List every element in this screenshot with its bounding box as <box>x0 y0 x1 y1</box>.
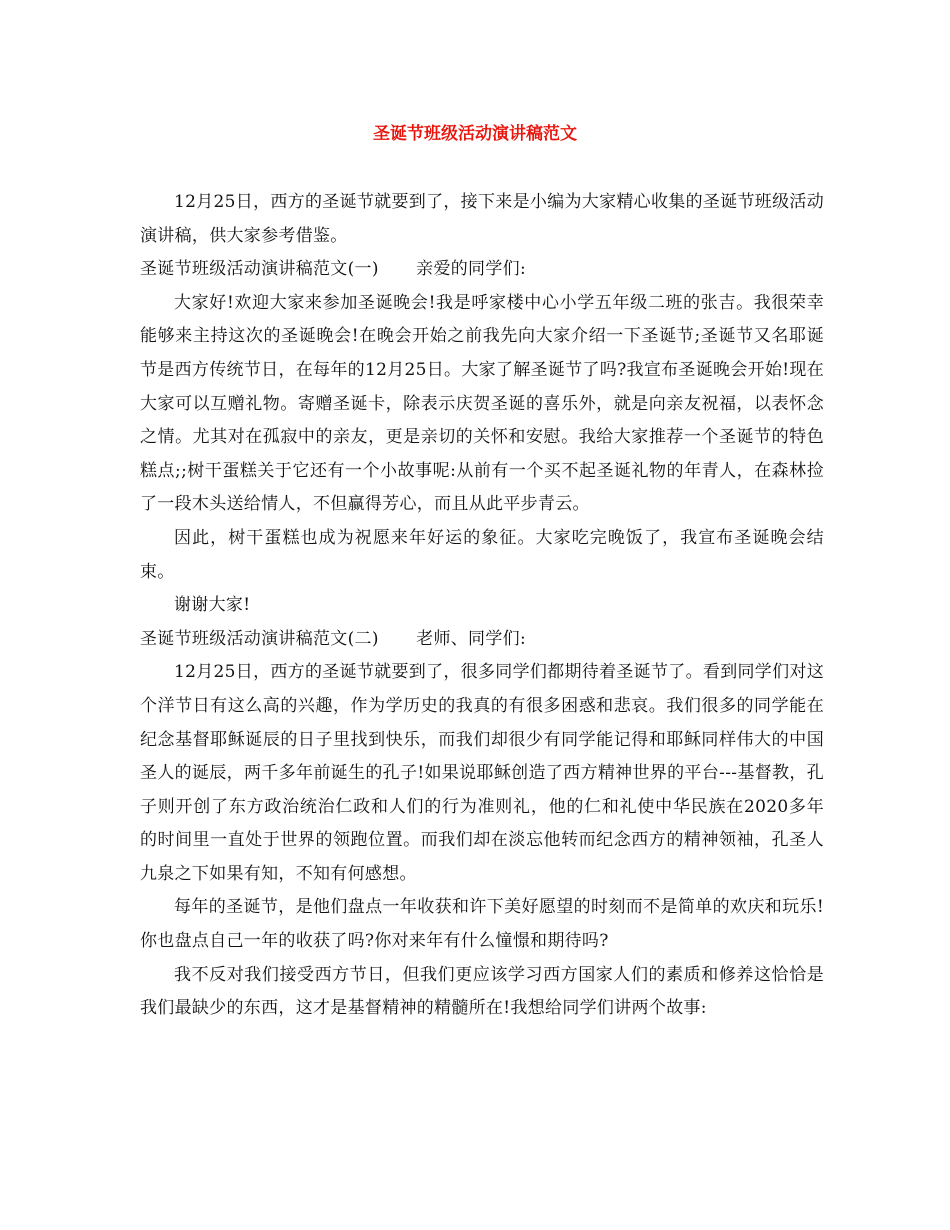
section-heading-1-salutation: 亲爱的同学们: <box>416 259 526 280</box>
body-paragraph-3: 谢谢大家! <box>174 595 251 616</box>
body-paragraph-5: 每年的圣诞节，是他们盘点一年收获和许下美好愿望的时刻而不是简单的欢庆和玩乐!你也盘点自己一年的收获了吗?你对来年有什么憧憬和期待吗? <box>140 897 824 952</box>
body-paragraph-2: 因此，树干蛋糕也成为祝愿来年好运的象征。大家吃完晚饭了，我宣布圣诞晚会结束。 <box>140 527 824 582</box>
document-title: 圣诞节班级活动演讲稿范文 <box>373 124 577 144</box>
intro-paragraph: 12月25日，西方的圣诞节就要到了，接下来是小编为大家精心收集的圣诞节班级活动演讲稿，供大家参考借鉴。 <box>140 192 824 246</box>
document-body <box>140 186 824 1026</box>
section-heading-1-label: 圣诞节班级活动演讲稿范文(一) <box>140 259 379 280</box>
body-paragraph-4: 12月25日，西方的圣诞节就要到了，很多同学们都期待着圣诞节了。看到同学们对这个洋节日有这么高的兴趣，作为学历史的我真的有很多困惑和悲哀。我们很多的同学能在纪念基督耶稣诞辰的日子里找到快乐，而我们却很少有同学能记得和耶稣同样伟大的中国圣人的诞辰，两千多年前诞生的孔子!如果说耶稣创造了西方精神世界的平台---基督教，孔子则开创了东方政治统治仁政和人们的行为准则礼，他的仁和礼使中华民族在2020多年的时间里一直处于世界的领跑位置。而我们却在淡忘他转而纪念西方的精神领袖，孔圣人九泉之下如果有知，不知有何感想。 <box>140 662 824 884</box>
section-heading-2 <box>140 623 824 657</box>
section-heading-2-label: 圣诞节班级活动演讲稿范文(二) <box>140 628 379 649</box>
section-heading-2-salutation: 老师、同学们: <box>416 628 526 649</box>
section-heading-1 <box>140 253 824 287</box>
body-paragraph-6: 我不反对我们接受西方节日，但我们更应该学习西方国家人们的素质和修养这恰恰是我们最缺少的东西，这才是基督精神的精髓所在!我想给同学们讲两个故事: <box>140 964 824 1019</box>
body-paragraph-1: 大家好!欢迎大家来参加圣诞晚会!我是呼家楼中心小学五年级二班的张吉。我很荣幸能够来主持这次的圣诞晚会!在晚会开始之前我先向大家介绍一下圣诞节;圣诞节又名耶诞节是西方传统节日，在每年的12月25日。大家了解圣诞节了吗?我宣布圣诞晚会开始!现在大家可以互赠礼物。寄赠圣诞卡，除表示庆贺圣诞的喜乐外，就是向亲友祝福，以表怀念之情。尤其对在孤寂中的亲友，更是亲切的关怀和安慰。我给大家推荐一个圣诞节的特色糕点;;树干蛋糕关于它还有一个小故事呢:从前有一个买不起圣诞礼物的年青人，在森林捡了一段木头送给情人，不但赢得芳心，而且从此平步青云。 <box>140 292 824 515</box>
